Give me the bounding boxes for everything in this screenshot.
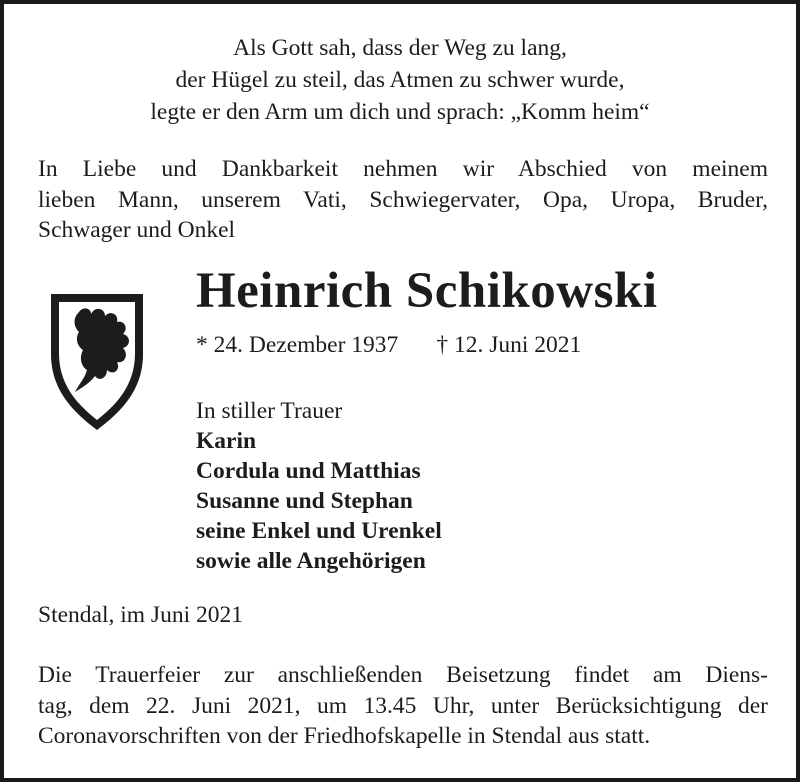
farewell-line: In Liebe und Dankbarkeit nehmen wir Abschied von meinem	[38, 156, 768, 182]
mourners-list	[196, 396, 442, 576]
poem-line: legte er den Arm um dich und sprach: „Komm heim“	[150, 99, 650, 125]
coat-of-arms-icon	[49, 292, 145, 432]
mourner-name: Karin	[196, 428, 257, 454]
farewell-text	[38, 154, 768, 246]
place-and-date: Stendal, im Juni 2021	[38, 602, 243, 628]
mourner-name: Cordula und Matthias	[196, 458, 421, 484]
farewell-line: lieben Mann, unserem Vati, Schwiegervater, Opa, Uropa, Bruder,	[38, 186, 768, 213]
poem-line: Als Gott sah, dass der Weg zu lang,	[233, 35, 567, 61]
poem	[4, 32, 796, 128]
deceased-name: Heinrich Schikowski	[196, 263, 658, 319]
mourners-heading: In stiller Trauer	[196, 398, 343, 424]
service-line: Die Trauerfeier zur anschließenden Beisetzung findet am Diens-	[38, 662, 768, 688]
mourner-name: Susanne und Stephan	[196, 488, 413, 514]
service-line: tag, dem 22. Juni 2021, um 13.45 Uhr, unter Berücksichtigung der	[38, 692, 768, 719]
death-date: † 12. Juni 2021	[436, 332, 582, 358]
birth-date: * 24. Dezember 1937	[196, 332, 399, 358]
poem-line: der Hügel zu steil, das Atmen zu schwer wurde,	[175, 67, 625, 93]
mourner-name: sowie alle Angehörigen	[196, 548, 426, 574]
mourner-name: seine Enkel und Urenkel	[196, 518, 442, 544]
life-dates	[196, 332, 581, 359]
service-line: Coronavorschriften von der Friedhofskapelle in Stendal aus statt.	[38, 723, 651, 749]
farewell-line: Schwager und Onkel	[38, 217, 236, 243]
funeral-service-info	[38, 660, 768, 752]
